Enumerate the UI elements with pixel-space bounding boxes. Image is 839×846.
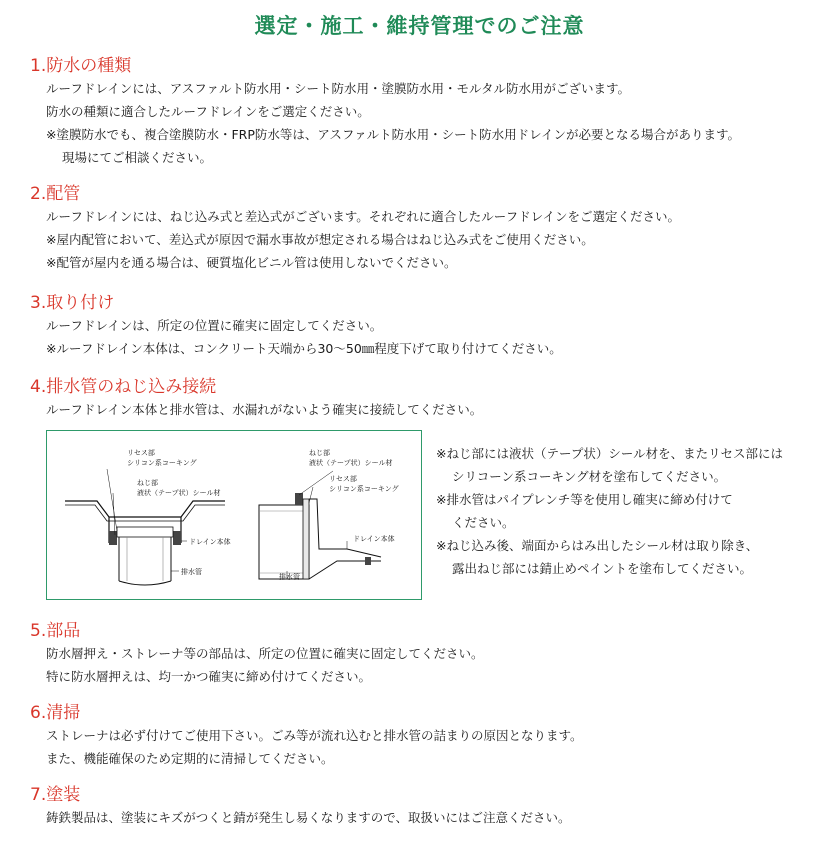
section-heading: 4.排水管のねじ込み接続 — [30, 377, 217, 397]
section-installation — [30, 292, 562, 360]
right-label-drain-pipe: 排水管 — [279, 573, 300, 581]
section-line: 鋳鉄製品は、塗装にキズがつくと錆が発生し易くなりますので、取扱いにはご注意ください。 — [46, 810, 571, 825]
section-line: ルーフドレインは、所定の位置に確実に固定してください。 — [46, 318, 383, 333]
left-label-thread: ねじ部 — [137, 479, 158, 487]
section-line: ※配管が屋内を通る場合は、硬質塩化ビニル管は使用しないでください。 — [46, 255, 457, 270]
right-label-recess: リセス部 — [329, 475, 357, 483]
note-line: 露出ねじ部には錆止めペイントを塗布してください。 — [452, 561, 753, 576]
note-line: ください。 — [452, 515, 515, 530]
left-label-liquid-seal: 液状（テープ状）シール材 — [137, 489, 221, 497]
section-heading: 2.配管 — [30, 184, 81, 204]
section-line: 特に防水層押えは、均一かつ確実に締め付けてください。 — [46, 669, 372, 684]
section-line: ルーフドレインには、ねじ込み式と差込式がございます。それぞれに適合したルーフドレインをご選定ください。 — [46, 209, 681, 224]
right-label-thread: ねじ部 — [309, 449, 330, 457]
section-parts — [30, 620, 484, 688]
page-title: 選定・施工・維持管理でのご注意 — [254, 14, 585, 38]
section-line: ※塗膜防水でも、複合塗膜防水・FRP防水等は、アスファルト防水用・シート防水用ドレインが必要となる場合があります。 — [46, 127, 741, 142]
section-cleaning — [30, 702, 583, 770]
section-line: ルーフドレインには、アスファルト防水用・シート防水用・塗膜防水用・モルタル防水用がございます。 — [46, 81, 631, 96]
diagram-notes — [436, 442, 783, 580]
section-line: 防水の種類に適合したルーフドレインをご選定ください。 — [46, 104, 370, 119]
section-heading: 5.部品 — [30, 621, 81, 641]
section-waterproof-type — [30, 55, 740, 169]
section-heading: 3.取り付け — [30, 293, 115, 313]
section-heading: 1.防水の種類 — [30, 56, 132, 76]
drain-diagram — [46, 430, 422, 600]
right-label-silicone: シリコン系コーキング — [329, 485, 399, 493]
note-line: シリコーン系コーキング材を塗布してください。 — [452, 469, 727, 484]
left-label-drain-body: ドレイン本体 — [189, 538, 231, 546]
note-line: ※ねじ込み後、端面からはみ出したシール材は取り除き、 — [436, 538, 759, 553]
right-label-liquid-seal: 液状（テープ状）シール材 — [309, 459, 393, 467]
section-line: ルーフドレイン本体と排水管は、水漏れがないよう確実に接続してください。 — [46, 402, 483, 417]
section-heading: 6.清掃 — [30, 703, 81, 723]
right-label-drain-body: ドレイン本体 — [353, 535, 395, 543]
drain-diagram-svg — [47, 431, 423, 601]
section-line: ストレーナは必ず付けてご使用下さい。ごみ等が流れ込むと排水管の詰まりの原因となります。 — [46, 728, 583, 743]
section-heading: 7.塗装 — [30, 785, 81, 805]
left-label-silicone: シリコン系コーキング — [127, 459, 197, 467]
section-line: 防水層押え・ストレーナ等の部品は、所定の位置に確実に固定してください。 — [46, 646, 484, 661]
section-painting — [30, 784, 571, 829]
note-line: ※ねじ部には液状（テープ状）シール材を、またリセス部には — [436, 446, 783, 461]
note-line: ※排水管はパイプレンチ等を使用し確実に締め付けて — [436, 492, 733, 507]
section-thread-connection — [30, 376, 482, 421]
section-line: ※ルーフドレイン本体は、コンクリート天端から30〜50㎜程度下げて取り付けてください。 — [46, 341, 562, 356]
left-label-drain-pipe: 排水管 — [181, 568, 202, 576]
section-line: ※屋内配管において、差込式が原因で漏水事故が想定される場合はねじ込み式をご使用ください。 — [46, 232, 594, 247]
section-line: 現場にてご相談ください。 — [62, 150, 213, 165]
section-line: また、機能確保のため定期的に清掃してください。 — [46, 751, 334, 766]
left-label-recess: リセス部 — [127, 449, 155, 457]
section-piping — [30, 183, 680, 274]
